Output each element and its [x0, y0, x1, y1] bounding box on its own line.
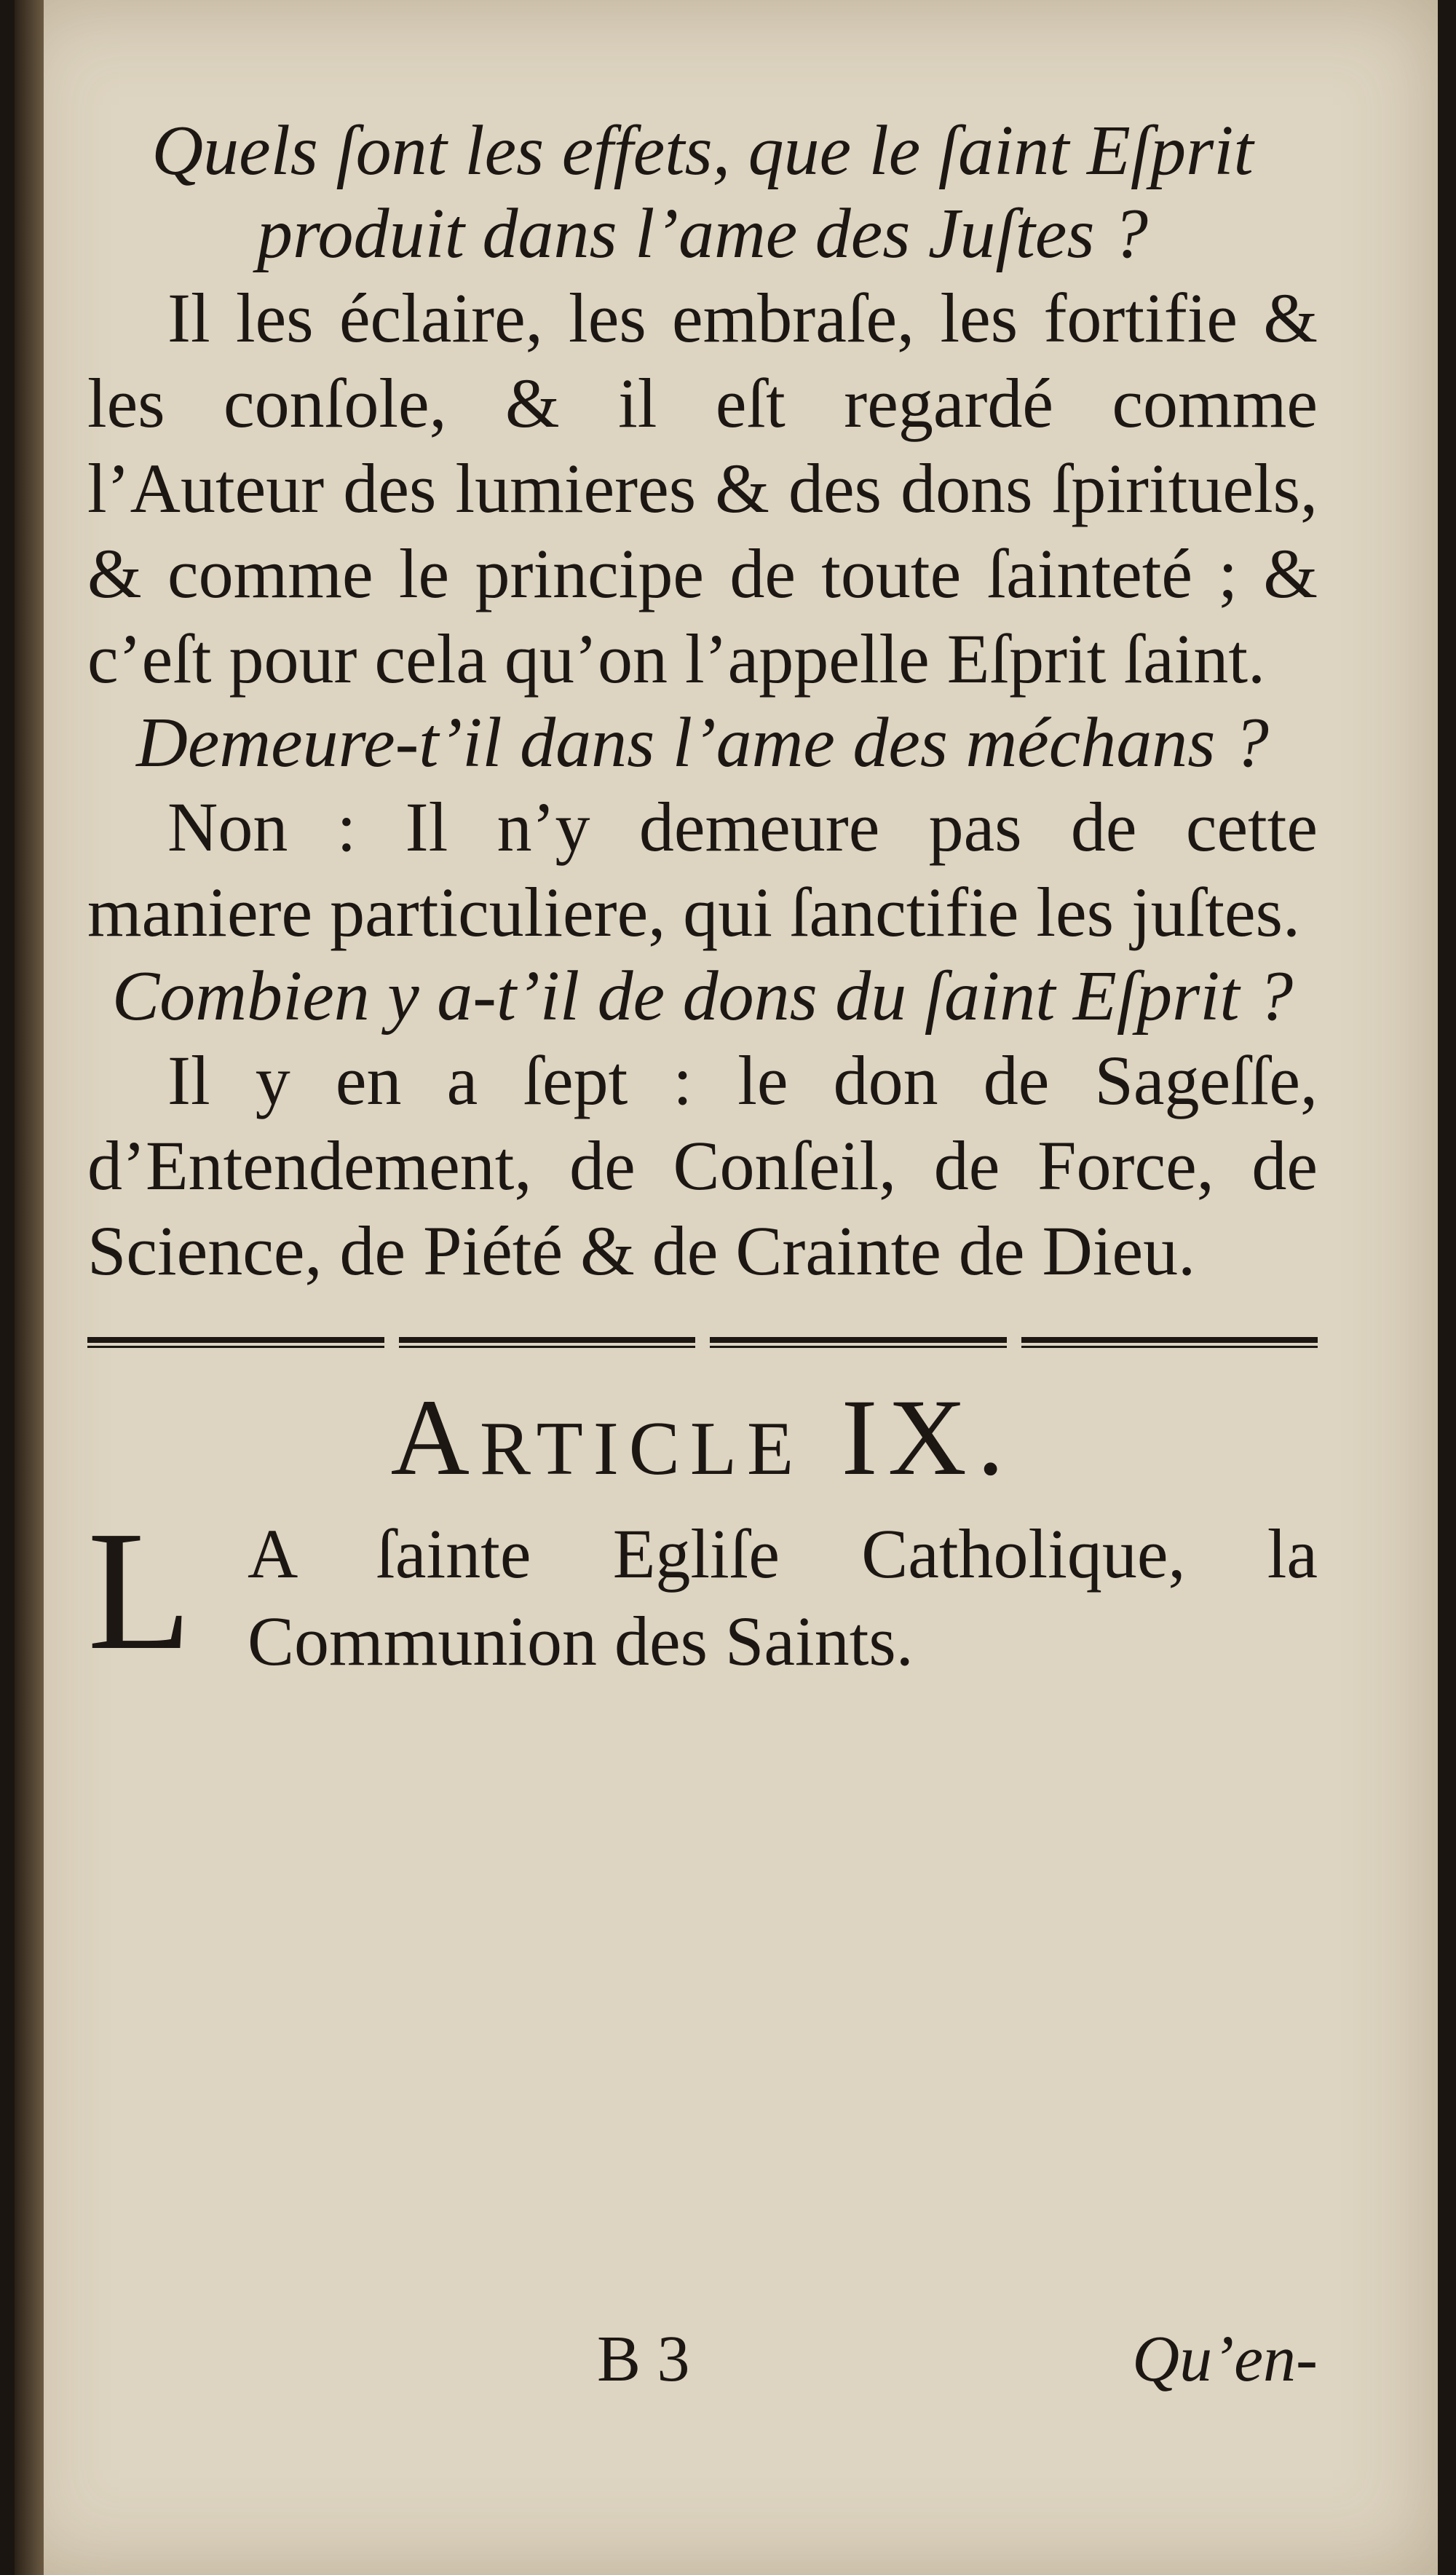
article-text: A ſainte Egliſe Catholique, la Communion des Saints.: [248, 1515, 1318, 1680]
divider-segment: [710, 1337, 1007, 1348]
book-spine-shadow: [15, 0, 44, 2575]
answer-2: Non : Il n’y demeure pas de cette maniere particuliere, qui ſanctifie les juſtes.: [87, 788, 1318, 951]
article-heading: Article IX.: [390, 1377, 1015, 1498]
signature-mark: B 3: [597, 2323, 690, 2395]
divider-segment: [399, 1337, 696, 1348]
question-3: Combien y a-t’il de dons du ſaint Eſprit ?: [111, 957, 1294, 1036]
catchword: Qu’en-: [1132, 2323, 1318, 2395]
divider-segment: [87, 1337, 384, 1348]
page-body: [87, 109, 1318, 1685]
article-paragraph: [87, 1496, 1318, 1685]
book-page: [15, 0, 1438, 2575]
answer-1: Il les éclaire, les embraſe, les fortifie & les conſole, & il eſt regardé comme l’Auteur des lumieres & des dons ſpirituels, & comme le principe de toute ſainteté ; & c’eſt pour cela qu’on l’appelle Eſprit ſaint.: [87, 279, 1318, 698]
drop-cap: L: [87, 1496, 192, 1685]
divider-segment: [1021, 1337, 1318, 1348]
answer-3: Il y en a ſept : le don de Sageſſe, d’Entendement, de Conſeil, de Force, de Science, de Piété & de Crainte de Dieu.: [87, 1041, 1318, 1290]
section-divider: [87, 1337, 1318, 1350]
question-1: Quels ſont les effets, que le ſaint Eſprit produit dans l’ame des Juſtes ?: [151, 111, 1254, 273]
question-2: Demeure-t’il dans l’ame des méchans ?: [136, 703, 1269, 782]
